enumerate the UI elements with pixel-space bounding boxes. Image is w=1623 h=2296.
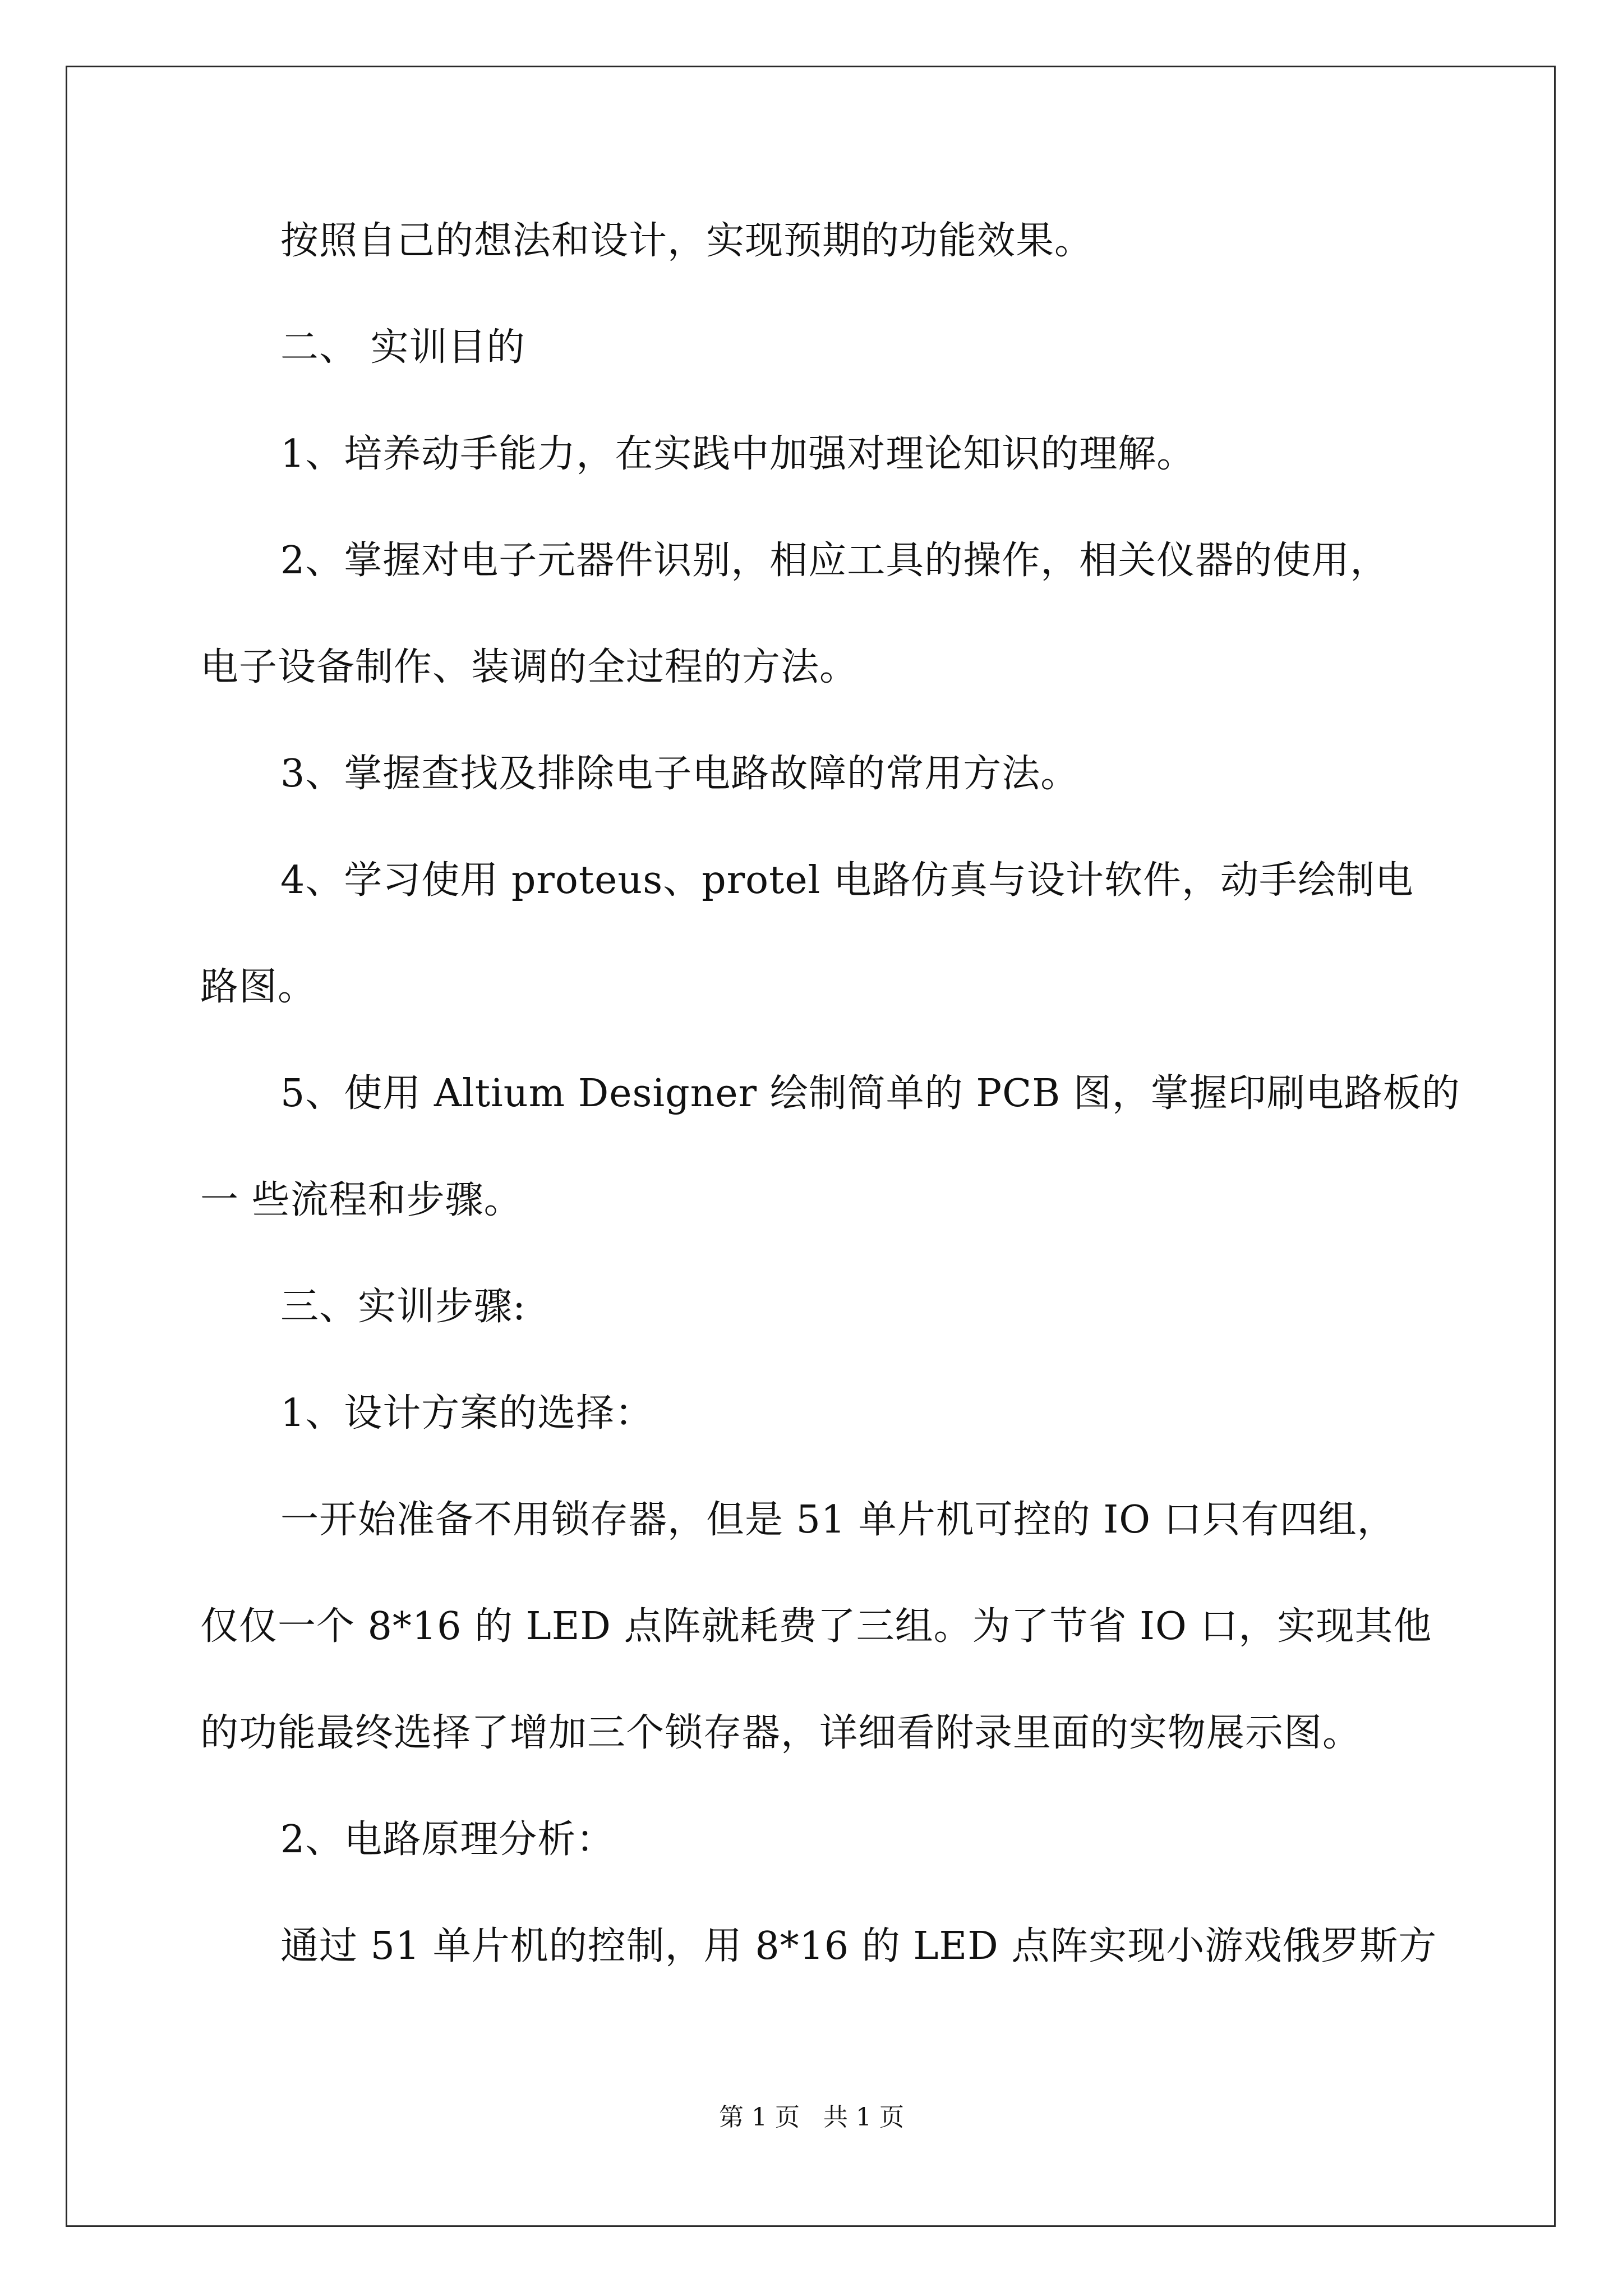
- paragraph-line: 路图。: [200, 965, 317, 1009]
- paragraph-line: 1、设计方案的选择：: [280, 1391, 654, 1435]
- paragraph-line: 按照自己的想法和设计，实现预期的功能效果。: [280, 219, 1094, 263]
- paragraph-line: 电子设备制作、装调的全过程的方法。: [200, 645, 859, 689]
- page-border: [66, 66, 1556, 2227]
- paragraph-line: 一开始准备不用锁存器，但是 51 单片机可控的 IO 口只有四组，: [280, 1498, 1396, 1542]
- paragraph-line: 的功能最终选择了增加三个锁存器，详细看附录里面的实物展示图。: [200, 1711, 1362, 1755]
- paragraph-line: 仅仅一个 8*16 的 LED 点阵就耗费了三组。为了节省 IO 口，实现其他: [200, 1604, 1432, 1649]
- paragraph-line: 5、使用 Altium Designer 绘制简单的 PCB 图，掌握印刷电路板的: [280, 1071, 1460, 1116]
- section-heading: 二、 实训目的: [280, 325, 525, 370]
- paragraph-line: 通过 51 单片机的控制，用 8*16 的 LED 点阵实现小游戏俄罗斯方: [280, 1924, 1437, 1968]
- paragraph-line: 一 些流程和步骤。: [200, 1178, 523, 1222]
- paragraph-line: 2、电路原理分析：: [280, 1818, 615, 1862]
- paragraph-line: 2、掌握对电子元器件识别，相应工具的操作，相关仪器的使用，: [280, 539, 1389, 583]
- paragraph-line: 1、培养动手能力，在实践中加强对理论知识的理解。: [280, 432, 1196, 476]
- paragraph-line: 3、掌握查找及排除电子电路故障的常用方法。: [280, 752, 1080, 796]
- paragraph-line: 4、学习使用 proteus、protel 电路仿真与设计软件，动手绘制电: [280, 858, 1414, 903]
- page-number-footer: 第 1 页 共 1 页: [719, 2103, 904, 2132]
- section-heading: 三、实训步骤:: [280, 1285, 526, 1329]
